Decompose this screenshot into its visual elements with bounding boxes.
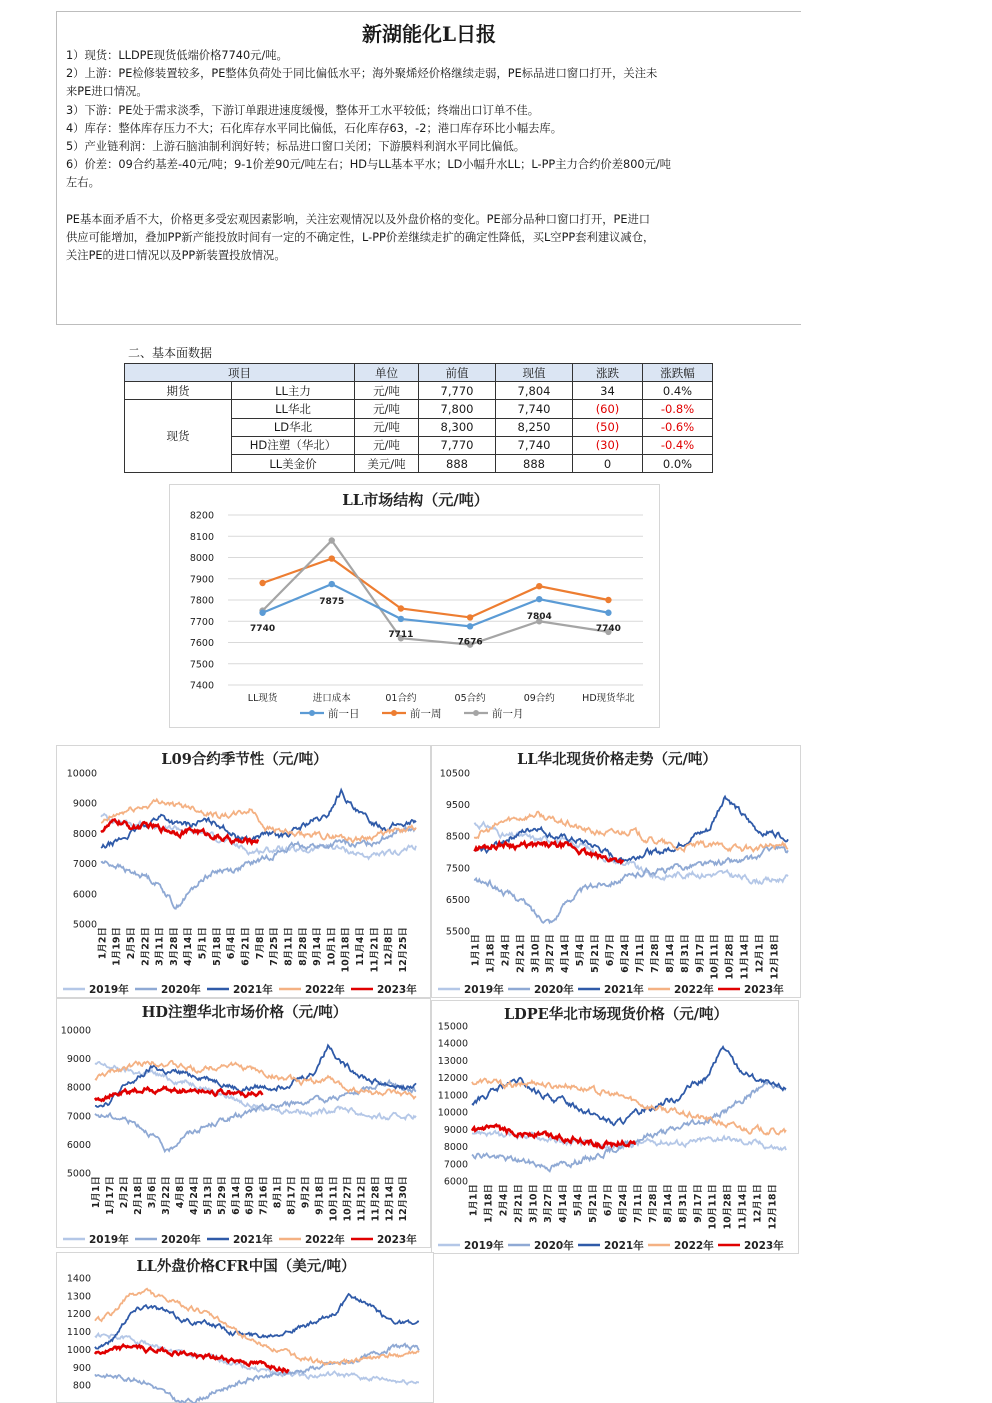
y-tick-label: 10000	[437, 1107, 468, 1119]
y-tick-label: 7400	[189, 680, 214, 692]
series-line-2	[263, 541, 609, 648]
x-tick-label: 7月28日	[649, 934, 661, 973]
legend-label: 2023年	[744, 984, 784, 996]
row-unit: 元/吨	[355, 400, 419, 418]
summary-box	[56, 11, 801, 325]
y-tick-label: 7000	[72, 859, 97, 871]
y-tick-label: 7500	[189, 659, 214, 671]
x-tick-label: 8月14日	[664, 934, 676, 973]
x-tick-label: 12月1日	[752, 1184, 764, 1223]
x-tick-label: 12月14日	[384, 1176, 396, 1222]
chart-title: LDPE华北市场现货价格（元/吨）	[503, 1006, 729, 1023]
x-tick-label: 4月14日	[558, 1184, 570, 1223]
x-tick-label: 6月4日	[226, 927, 238, 960]
x-tick-label: 8月31日	[679, 934, 691, 973]
y-tick-label: 8000	[443, 1142, 468, 1154]
row-pct: -0.6%	[643, 418, 713, 436]
row-item: LD华北	[232, 418, 355, 436]
y-tick-label: 6000	[66, 1139, 91, 1151]
y-tick-label: 7000	[66, 1111, 91, 1123]
chart-ll-north-spot	[431, 745, 801, 998]
series-line-2	[472, 1047, 786, 1125]
x-tick-label: 2月18日	[133, 1176, 145, 1215]
legend-label: 2019年	[89, 984, 129, 996]
report-title: 新湖能化L日报	[361, 22, 497, 46]
chart-title: L09合约季节性（元/吨）	[161, 751, 328, 768]
x-tick-label: 1月19日	[111, 927, 123, 966]
row-curr: 7,804	[496, 382, 573, 400]
cfr-svg	[57, 1253, 435, 1403]
table-row	[125, 400, 713, 418]
x-tick-label: 3月28日	[168, 927, 180, 966]
x-tick-label: 5月1日	[197, 927, 209, 960]
legend-marker	[391, 710, 397, 716]
x-tick-label: 11月21日	[369, 927, 381, 973]
x-tick-label: 10月28日	[722, 1184, 734, 1230]
x-tick-label: 9月2日	[300, 1176, 312, 1209]
legend-label: 2019年	[464, 1240, 504, 1252]
data-label: 7740	[595, 623, 621, 634]
y-tick-label: 6000	[443, 1176, 468, 1188]
category-spot: 现货	[125, 400, 232, 473]
x-tick-label: 2月4日	[500, 934, 512, 967]
y-tick-label: 1200	[66, 1309, 91, 1321]
data-label: 7804	[526, 612, 552, 623]
legend-label: 2020年	[161, 1234, 201, 1246]
x-tick-label: 8月14日	[662, 1184, 674, 1223]
x-tick-label: 8月1日	[272, 1176, 284, 1209]
x-tick-label: 5月21日	[588, 1184, 600, 1223]
y-tick-label: 9000	[66, 1054, 91, 1066]
row-pct: 0.0%	[643, 454, 713, 472]
x-tick-label: 5月4日	[573, 1184, 585, 1217]
x-tick-label: 8月31日	[677, 1184, 689, 1223]
x-tick-label: 2月21日	[513, 1184, 525, 1223]
x-tick-label: 6月7日	[605, 934, 617, 967]
row-chg: 0	[573, 454, 643, 472]
row-chg: (60)	[573, 400, 643, 418]
legend-label: 2019年	[89, 1234, 129, 1246]
row-prev: 8,300	[419, 418, 496, 436]
y-tick-label: 10000	[66, 768, 97, 780]
x-tick-label: 2月22日	[140, 927, 152, 966]
x-tick-label: HD现货华北	[582, 693, 635, 704]
header-prev: 前值	[419, 364, 496, 382]
y-tick-label: 14000	[437, 1038, 468, 1050]
data-label: 7676	[457, 637, 483, 648]
summary-line: 左右。	[66, 176, 100, 190]
summary-line: 4）库存：整体库存压力不大；石化库存水平同比偏低，石化库存63，-2；港口库存环比小幅去库。	[66, 121, 563, 135]
x-tick-label: 4月8日	[174, 1176, 186, 1209]
series-line-2	[95, 1294, 419, 1349]
x-tick-label: 1月2日	[97, 927, 109, 960]
row-unit: 元/吨	[355, 418, 419, 436]
x-tick-label: 5月4日	[575, 934, 587, 967]
x-tick-label: 8月28日	[297, 927, 309, 966]
y-tick-label: 8000	[189, 553, 214, 564]
y-tick-label: 900	[72, 1362, 91, 1374]
row-unit: 元/吨	[355, 436, 419, 454]
row-pct: 0.4%	[643, 382, 713, 400]
chart-ldpe-north-spot	[431, 1000, 799, 1254]
series-point-0	[398, 616, 404, 622]
legend-label: 前一周	[410, 708, 442, 720]
series-point-0	[467, 623, 473, 629]
x-tick-label: 3月6日	[147, 1176, 159, 1209]
x-tick-label: 2月21日	[515, 934, 527, 973]
y-tick-label: 1000	[66, 1344, 91, 1356]
x-tick-label: 9月17日	[692, 1184, 704, 1223]
y-tick-label: 8100	[189, 531, 214, 543]
x-tick-label: 1月18日	[485, 934, 497, 973]
x-tick-label: 3月27日	[545, 934, 557, 973]
x-tick-label: 4月14日	[183, 927, 195, 966]
x-tick-label: 9月14日	[312, 927, 324, 966]
summary-paragraph-line: PE基本面矛盾不大，价格更多受宏观因素影响，关注宏观情况以及外盘价格的变化。PE部分品种口窗口打开，PE进口	[66, 212, 651, 226]
x-tick-label: 6月24日	[620, 934, 632, 973]
x-tick-label: 9月17日	[694, 934, 706, 973]
y-tick-label: 800	[72, 1380, 91, 1392]
legend-label: 前一日	[328, 708, 360, 720]
x-tick-label: 5月21日	[590, 934, 602, 973]
y-tick-label: 1400	[66, 1273, 91, 1285]
row-unit: 元/吨	[355, 382, 419, 400]
legend-label: 2022年	[305, 984, 345, 996]
row-pct: -0.4%	[643, 436, 713, 454]
chart-l09-seasonality	[56, 745, 431, 998]
series-line-3	[472, 1079, 786, 1135]
row-item: HD注塑（华北）	[232, 436, 355, 454]
series-point-1	[259, 580, 265, 586]
x-tick-label: 12月18日	[767, 1184, 779, 1230]
row-item: LL美金价	[232, 454, 355, 472]
header-unit: 单位	[355, 364, 419, 382]
row-chg: (30)	[573, 436, 643, 454]
x-tick-label: 1月18日	[483, 1184, 495, 1223]
series-point-1	[467, 614, 473, 620]
x-tick-label: 11月28日	[370, 1176, 382, 1222]
x-tick-label: 2月2日	[119, 1176, 131, 1209]
y-tick-label: 15000	[437, 1021, 468, 1033]
header-chg: 涨跌	[573, 364, 643, 382]
header-curr: 现值	[496, 364, 573, 382]
x-tick-label: 8月11日	[283, 927, 295, 966]
chart-hd-injection-north	[56, 998, 431, 1248]
series-point-0	[259, 610, 265, 616]
y-tick-label: 12000	[437, 1073, 468, 1085]
data-label: 7875	[319, 597, 345, 608]
x-tick-label: 11月4日	[355, 927, 367, 966]
x-tick-label: 12月1日	[754, 934, 766, 973]
row-item: LL华北	[232, 400, 355, 418]
series-line-1	[95, 1344, 419, 1403]
category-futures: 期货	[125, 382, 232, 400]
legend-label: 2020年	[161, 984, 201, 996]
x-tick-label: 7月25日	[269, 927, 281, 966]
y-tick-label: 8000	[72, 828, 97, 840]
x-tick-label: 7月11日	[634, 934, 646, 973]
row-curr: 888	[496, 454, 573, 472]
x-tick-label: 11月12日	[356, 1176, 368, 1222]
x-tick-label: 3月10日	[528, 1184, 540, 1223]
x-tick-label: 6月14日	[230, 1176, 242, 1215]
y-tick-label: 5000	[66, 1168, 91, 1180]
series-line-1	[263, 559, 609, 618]
x-tick-label: 6月30日	[244, 1176, 256, 1215]
legend-label: 2021年	[233, 984, 273, 996]
legend-label: 2022年	[674, 984, 714, 996]
header-item: 项目	[125, 364, 355, 382]
x-tick-label: 12月25日	[397, 927, 409, 973]
chart-title: HD注塑华北市场价格（元/吨）	[141, 1004, 348, 1021]
y-tick-label: 6500	[445, 894, 470, 906]
x-tick-label: 9月18日	[314, 1176, 326, 1215]
summary-paragraph-line: 供应可能增加，叠加PP新产能投放时间有一定的不确定性，L-PP价差继续走扩的确定性降低，买L空PP套利建议减仓，	[66, 230, 655, 244]
x-tick-label: 10月11日	[707, 1184, 719, 1230]
x-tick-label: 12月8日	[383, 927, 395, 966]
x-tick-label: 09合约	[523, 693, 555, 704]
chart-title: LL华北现货价格走势（元/吨）	[517, 751, 717, 768]
legend-label: 2019年	[464, 984, 504, 996]
chart-ll-market-structure	[169, 484, 660, 728]
row-prev: 7,770	[419, 436, 496, 454]
x-tick-label: 2月4日	[498, 1184, 510, 1217]
y-tick-label: 7000	[443, 1159, 468, 1171]
x-tick-label: 3月27日	[543, 1184, 555, 1223]
y-tick-label: 5500	[445, 926, 470, 938]
series-point-1	[329, 555, 335, 561]
summary-line: 6）价差：09合约基差-40元/吨；9-1价差90元/吨左右；HD与LL基本平水；LD小幅升水LL；L-PP主力合约价差800元/吨	[66, 158, 671, 172]
x-tick-label: 5月13日	[202, 1176, 214, 1215]
x-tick-label: 1月1日	[468, 1184, 480, 1217]
x-tick-label: 11月14日	[739, 934, 751, 980]
legend-marker	[473, 710, 479, 716]
x-tick-label: 2月5日	[125, 927, 137, 960]
x-tick-label: 1月1日	[470, 934, 482, 967]
ldpe-svg	[432, 1001, 800, 1255]
series-point-0	[329, 581, 335, 587]
legend-marker	[309, 710, 315, 716]
x-tick-label: 5月29日	[216, 1176, 228, 1215]
y-tick-label: 7900	[189, 574, 214, 586]
fundamentals-table	[124, 363, 713, 473]
header-pct: 涨跌幅	[643, 364, 713, 382]
row-pct: -0.8%	[643, 400, 713, 418]
x-tick-label: 10月11日	[328, 1176, 340, 1222]
summary-lines	[66, 47, 794, 265]
x-tick-label: 7月16日	[258, 1176, 270, 1215]
x-tick-label: 3月10日	[530, 934, 542, 973]
section-title: 二、基本面数据	[128, 346, 213, 360]
x-tick-label: 11月14日	[737, 1184, 749, 1230]
y-tick-label: 7800	[189, 595, 214, 607]
legend-label: 2021年	[233, 1234, 273, 1246]
data-label: 7740	[250, 623, 276, 634]
l09-svg	[57, 746, 432, 999]
legend-label: 2023年	[377, 984, 417, 996]
row-prev: 7,770	[419, 382, 496, 400]
y-tick-label: 10500	[439, 768, 470, 780]
y-tick-label: 9000	[443, 1124, 468, 1136]
y-tick-label: 8000	[66, 1082, 91, 1094]
x-tick-label: 6月24日	[618, 1184, 630, 1223]
table-row	[125, 382, 713, 400]
x-tick-label: 6月21日	[240, 927, 252, 966]
legend-label: 2022年	[674, 1240, 714, 1252]
y-tick-label: 11000	[437, 1090, 468, 1102]
x-tick-label: 10月28日	[724, 934, 736, 980]
x-tick-label: 05合约	[454, 693, 486, 704]
series-point-1	[605, 597, 611, 603]
ll_north-svg	[432, 746, 802, 999]
x-tick-label: 5月18日	[211, 927, 223, 966]
x-tick-label: 8月17日	[286, 1176, 298, 1215]
x-tick-label: 4月24日	[188, 1176, 200, 1215]
x-tick-label: 1月1日	[91, 1176, 103, 1209]
series-line-1	[474, 846, 788, 923]
x-tick-label: 3月11日	[154, 927, 166, 966]
row-curr: 7,740	[496, 436, 573, 454]
x-tick-label: 3月22日	[160, 1176, 172, 1215]
y-tick-label: 8500	[445, 831, 470, 843]
x-tick-label: 10月18日	[340, 927, 352, 973]
legend-label: 2021年	[604, 1240, 644, 1252]
summary-paragraph-line: 关注PE的进口情况以及PP新装置投放情况。	[66, 249, 286, 263]
legend-label: 2023年	[377, 1234, 417, 1246]
chart-ll-cfr-china	[56, 1252, 434, 1403]
series-point-0	[605, 610, 611, 616]
hd-svg	[57, 999, 432, 1249]
legend-label: 2020年	[534, 1240, 574, 1252]
series-line-2	[95, 1045, 416, 1107]
row-chg: 34	[573, 382, 643, 400]
summary-line: 3）下游：PE处于需求淡季，下游订单跟进速度缓慢，整体开工水平较低；终端出口订单不佳。	[66, 103, 540, 117]
summary-line: 2）上游：PE检修装置较多，PE整体负荷处于同比偏低水平；海外聚烯烃价格继续走弱，PE标品进口窗口打开，关注未	[66, 67, 658, 81]
summary-line: 来PE进口情况。	[66, 85, 148, 99]
table-header-row	[125, 364, 713, 382]
x-tick-label: LL现货	[247, 693, 278, 704]
chart-title: LL外盘价格CFR中国（美元/吨）	[136, 1258, 356, 1275]
legend-label: 2023年	[744, 1240, 784, 1252]
x-tick-label: 10月1日	[326, 927, 338, 966]
row-prev: 888	[419, 454, 496, 472]
x-tick-label: 7月8日	[254, 927, 266, 960]
legend-label: 2020年	[534, 984, 574, 996]
x-tick-label: 7月28日	[647, 1184, 659, 1223]
y-tick-label: 7600	[189, 638, 214, 649]
data-label: 7711	[388, 629, 414, 640]
structure-svg	[170, 485, 661, 729]
series-point-1	[536, 583, 542, 589]
series-point-2	[329, 537, 335, 543]
row-item: LL主力	[232, 382, 355, 400]
y-tick-label: 7700	[189, 616, 214, 628]
y-tick-label: 10000	[60, 1025, 91, 1037]
chart-title: LL市场结构（元/吨）	[342, 491, 489, 509]
y-tick-label: 1100	[66, 1327, 91, 1339]
x-tick-label: 12月30日	[398, 1176, 410, 1222]
x-tick-label: 7月11日	[632, 1184, 644, 1223]
y-tick-label: 9000	[72, 798, 97, 810]
series-line-4	[472, 1125, 636, 1148]
summary-line: 1）现货：LLDPE现货低端价格7740元/吨。	[66, 49, 288, 62]
x-tick-label: 1月17日	[105, 1176, 117, 1215]
y-tick-label: 7500	[445, 863, 470, 875]
row-curr: 7,740	[496, 400, 573, 418]
x-tick-label: 进口成本	[312, 693, 351, 704]
x-tick-label: 12月18日	[769, 934, 781, 980]
y-tick-label: 1300	[66, 1291, 91, 1303]
y-tick-label: 9500	[445, 800, 470, 812]
row-curr: 8,250	[496, 418, 573, 436]
series-point-0	[536, 596, 542, 602]
row-prev: 7,800	[419, 400, 496, 418]
series-point-1	[398, 605, 404, 611]
series-line-4	[95, 1345, 289, 1372]
row-chg: (50)	[573, 418, 643, 436]
x-tick-label: 4月14日	[560, 934, 572, 973]
x-tick-label: 10月11日	[709, 934, 721, 980]
y-tick-label: 13000	[437, 1055, 468, 1067]
row-unit: 美元/吨	[355, 454, 419, 472]
y-tick-label: 8200	[189, 510, 214, 522]
x-tick-label: 10月27日	[342, 1176, 354, 1222]
summary-line: 5）产业链利润：上游石脑油制利润好转；标品进口窗口关闭；下游膜料利润水平同比偏低。	[66, 140, 526, 154]
y-tick-label: 5000	[72, 919, 97, 931]
legend-label: 2022年	[305, 1234, 345, 1246]
legend-label: 前一月	[492, 708, 524, 720]
x-tick-label: 01合约	[385, 693, 417, 704]
y-tick-label: 6000	[72, 889, 97, 901]
legend-label: 2021年	[604, 984, 644, 996]
x-tick-label: 6月7日	[603, 1184, 615, 1217]
